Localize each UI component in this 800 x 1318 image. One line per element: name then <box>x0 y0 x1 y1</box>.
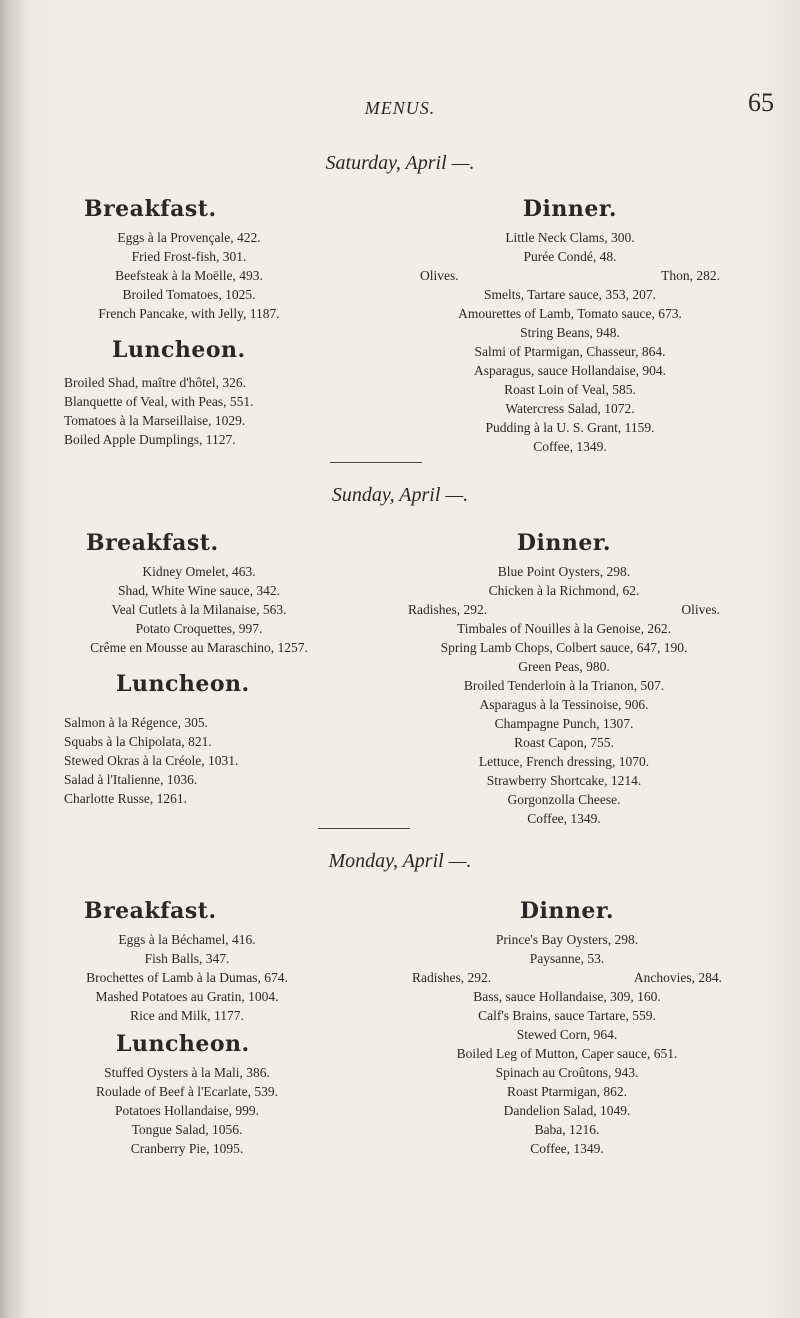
monday-luncheon-title: Luncheon. <box>116 1031 250 1057</box>
sunday-breakfast-list <box>64 562 334 657</box>
menu-item: Bass, sauce Hollandaise, 309, 160. <box>473 989 661 1004</box>
menu-item: Radishes, 292. <box>408 602 488 617</box>
menu-item: Timbales of Nouilles à la Genoise, 262. <box>457 621 671 636</box>
menu-item: Coffee, 1349. <box>527 811 601 826</box>
sunday-dinner-list <box>408 562 720 828</box>
sunday-luncheon-list <box>64 703 364 808</box>
menu-item: Squabs à la Chipolata, 821. <box>64 734 212 749</box>
day-heading-sunday: Sunday, April —. <box>331 484 469 506</box>
menu-item: Eggs à la Provençale, 422. <box>117 230 261 245</box>
menu-item: Fried Frost-fish, 301. <box>131 249 247 264</box>
menu-item: Crême en Mousse au Maraschino, 1257. <box>90 640 308 655</box>
page-number: 65 <box>748 88 774 117</box>
menu-item-pair <box>408 600 720 619</box>
menu-item: Tongue Salad, 1056. <box>131 1122 243 1137</box>
page-gutter-shadow <box>0 0 24 1318</box>
menu-item: Amourettes of Lamb, Tomato sauce, 673. <box>458 306 682 321</box>
menu-item: Potatoes Hollandaise, 999. <box>115 1103 259 1118</box>
menu-item: Thon, 282. <box>661 268 720 283</box>
menu-item: Asparagus à la Tessinoise, 906. <box>479 697 649 712</box>
menu-item: Roast Loin of Veal, 585. <box>504 382 636 397</box>
menu-item: French Pancake, with Jelly, 1187. <box>98 306 280 321</box>
menu-item: Rice and Milk, 1177. <box>130 1008 244 1023</box>
menu-item: Beefsteak à la Moëlle, 493. <box>115 268 263 283</box>
menu-item: Stewed Okras à la Créole, 1031. <box>64 753 239 768</box>
menu-item: Cranberry Pie, 1095. <box>130 1141 244 1156</box>
menu-item: Spring Lamb Chops, Colbert sauce, 647, 190. <box>440 640 688 655</box>
menu-item: Roast Capon, 755. <box>514 735 614 750</box>
saturday-dinner-list <box>420 228 720 456</box>
saturday-luncheon-list <box>64 369 324 449</box>
menu-item: Boiled Leg of Mutton, Caper sauce, 651. <box>456 1046 678 1061</box>
menu-item: Salmi of Ptarmigan, Chasseur, 864. <box>474 344 666 359</box>
menu-item: Spinach au Croûtons, 943. <box>495 1065 639 1080</box>
running-head: MENUS. <box>364 98 436 118</box>
menu-item: Coffee, 1349. <box>533 439 607 454</box>
menu-item: Eggs à la Béchamel, 416. <box>118 932 256 947</box>
sunday-breakfast-title: Breakfast. <box>86 530 219 556</box>
menu-item: Anchovies, 284. <box>633 970 722 985</box>
menu-item: Tomatoes à la Marseillaise, 1029. <box>64 413 246 428</box>
saturday-dinner-column <box>420 196 720 456</box>
menu-item: String Beans, 948. <box>520 325 620 340</box>
sunday-dinner-title: Dinner. <box>516 530 612 556</box>
menu-item: Strawberry Shortcake, 1214. <box>486 773 642 788</box>
menu-item: Broiled Tenderloin à la Trianon, 507. <box>463 678 665 693</box>
monday-dinner-column <box>412 898 722 1158</box>
section-divider <box>318 828 410 829</box>
menu-item: Olives. <box>681 602 720 617</box>
menu-item-pair <box>412 968 722 987</box>
menu-item: Paysanne, 53. <box>529 951 605 966</box>
menu-item: Asparagus, sauce Hollandaise, 904. <box>474 363 666 378</box>
menu-item: Dandelion Salad, 1049. <box>503 1103 631 1118</box>
day-heading-monday: Monday, April —. <box>328 850 472 872</box>
menu-item: Blanquette of Veal, with Peas, 551. <box>64 394 254 409</box>
menu-item: Lettuce, French dressing, 1070. <box>478 754 650 769</box>
menu-item: Smelts, Tartare sauce, 353, 207. <box>483 287 656 302</box>
menu-item: Salmon à la Régence, 305. <box>64 715 208 730</box>
menu-item: Blue Point Oysters, 298. <box>497 564 631 579</box>
menu-item: Champagne Punch, 1307. <box>494 716 634 731</box>
menu-item-pair <box>420 266 720 285</box>
menu-item: Stewed Corn, 964. <box>516 1027 618 1042</box>
menu-item: Stuffed Oysters à la Mali, 386. <box>104 1065 270 1080</box>
menu-item: Prince's Bay Oysters, 298. <box>495 932 639 947</box>
monday-dinner-title: Dinner. <box>519 898 615 924</box>
menu-item: Fish Balls, 347. <box>144 951 230 966</box>
sunday-luncheon-title: Luncheon. <box>116 671 250 697</box>
saturday-breakfast-lunch-column <box>64 196 324 449</box>
menu-item: Little Neck Clams, 300. <box>505 230 635 245</box>
menu-item: Shad, White Wine sauce, 342. <box>117 583 281 598</box>
monday-breakfast-list <box>58 930 316 1025</box>
menu-item: Broiled Shad, maître d'hôtel, 326. <box>64 375 247 390</box>
menu-item: Purée Condé, 48. <box>523 249 617 264</box>
menu-item: Kidney Omelet, 463. <box>142 564 256 579</box>
menu-item: Mashed Potatoes au Gratin, 1004. <box>95 989 279 1004</box>
monday-breakfast-title: Breakfast. <box>84 898 217 924</box>
menu-item: Watercress Salad, 1072. <box>505 401 635 416</box>
monday-breakfast-lunch-column <box>58 898 358 1158</box>
monday-dinner-list <box>412 930 722 1158</box>
menu-item: Gorgonzolla Cheese. <box>507 792 621 807</box>
menu-item: Calf's Brains, sauce Tartare, 559. <box>478 1008 656 1023</box>
menu-item: Pudding à la U. S. Grant, 1159. <box>485 420 655 435</box>
sunday-breakfast-lunch-column <box>64 530 364 808</box>
menu-item: Boiled Apple Dumplings, 1127. <box>64 432 236 447</box>
menu-item: Baba, 1216. <box>534 1122 600 1137</box>
menu-item: Veal Cutlets à la Milanaise, 563. <box>111 602 287 617</box>
menu-item: Radishes, 292. <box>412 970 492 985</box>
menu-item: Potato Croquettes, 997. <box>135 621 263 636</box>
menu-item: Charlotte Russe, 1261. <box>64 791 187 806</box>
saturday-dinner-title: Dinner. <box>522 196 618 222</box>
menu-item: Chicken à la Richmond, 62. <box>488 583 640 598</box>
sunday-dinner-column <box>408 530 720 828</box>
menu-item: Broiled Tomatoes, 1025. <box>122 287 256 302</box>
menu-item: Roulade of Beef à l'Ecarlate, 539. <box>96 1084 278 1099</box>
menu-item: Coffee, 1349. <box>530 1141 604 1156</box>
saturday-luncheon-title: Luncheon. <box>112 337 246 363</box>
menu-item: Salad à l'Italienne, 1036. <box>64 772 198 787</box>
section-divider <box>330 462 422 463</box>
menu-item: Green Peas, 980. <box>518 659 610 674</box>
menu-item: Olives. <box>420 268 459 283</box>
saturday-breakfast-list <box>64 228 314 323</box>
menu-item: Brochettes of Lamb à la Dumas, 674. <box>86 970 288 985</box>
monday-luncheon-list <box>58 1063 316 1158</box>
saturday-breakfast-title: Breakfast. <box>84 196 217 222</box>
day-heading-saturday: Saturday, April —. <box>325 152 475 174</box>
menu-item: Roast Ptarmigan, 862. <box>507 1084 627 1099</box>
